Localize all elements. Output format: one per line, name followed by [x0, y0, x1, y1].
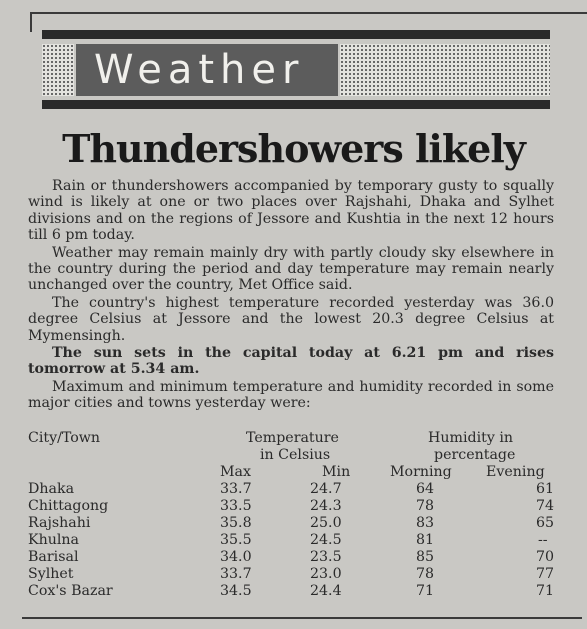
cell-evening: 61: [536, 481, 555, 497]
cell-max: 34.5: [220, 583, 252, 599]
frame-left-rule: [30, 12, 32, 32]
cell-morning: 85: [416, 549, 435, 565]
cell-evening: 70: [536, 549, 555, 565]
article-body: [28, 178, 554, 413]
paragraph-sun-times: The sun sets in the capital today at 6.21 pm and rises tomorrow at 5.34 am.: [28, 345, 554, 378]
cell-city: Sylhet: [28, 566, 74, 582]
cell-min: 25.0: [310, 515, 342, 531]
cell-city: Khulna: [28, 532, 80, 548]
cell-morning: 83: [416, 515, 435, 531]
cell-evening: 65: [536, 515, 555, 531]
cell-evening: 77: [536, 566, 555, 582]
header-humidity-line1: Humidity in: [428, 430, 514, 446]
cell-city: Rajshahi: [28, 515, 91, 531]
cell-city: Barisal: [28, 549, 79, 565]
subheader-max: Max: [220, 464, 251, 480]
cell-city: Chittagong: [28, 498, 109, 514]
cell-evening: 71: [536, 583, 555, 599]
subheader-morning: Morning: [390, 464, 452, 480]
header-humidity-line2: percentage: [434, 447, 516, 463]
subheader-min: Min: [322, 464, 351, 480]
banner-top-bar: [42, 30, 550, 39]
cell-city: Dhaka: [28, 481, 75, 497]
banner-dot-pattern-left: [42, 44, 74, 96]
banner-bottom-bar: [42, 100, 550, 109]
cell-morning: 71: [416, 583, 435, 599]
paragraph-outlook: Weather may remain mainly dry with partly cloudy sky elsewhere in the country during the period and day temperature may remain nearly unchanged over the country, Met Office said.: [28, 244, 554, 294]
cell-min: 23.0: [310, 566, 342, 582]
headline: Thundershowers likely: [62, 126, 525, 171]
cell-min: 24.5: [310, 532, 342, 548]
frame-bottom-rule: [22, 617, 582, 619]
cell-morning: 81: [416, 532, 435, 548]
cell-evening: 74: [536, 498, 555, 514]
frame-top-rule: [30, 12, 587, 14]
banner-dot-pattern-right: [340, 44, 550, 96]
cell-min: 24.3: [310, 498, 342, 514]
banner-title: Weather: [94, 47, 305, 93]
header-city: City/Town: [28, 430, 101, 446]
cell-min: 24.4: [310, 583, 342, 599]
subheader-evening: Evening: [486, 464, 545, 480]
paragraph-forecast: Rain or thundershowers accompanied by temporary gusty to squally wind is likely at one or two places over Rajshahi, Dhaka and Sylhet divisions and on the regions of Jessore and Kushtia in the next 12 hours till 6 pm today.: [28, 178, 554, 244]
header-temperature-line1: Temperature: [246, 430, 339, 446]
cell-max: 34.0: [220, 549, 252, 565]
paragraph-table-intro: Maximum and minimum temperature and humidity recorded in some major cities and towns yesterday were:: [28, 378, 554, 412]
cell-city: Cox's Bazar: [28, 583, 113, 599]
cell-max: 35.5: [220, 532, 252, 548]
cell-max: 35.8: [220, 515, 252, 531]
cell-max: 33.5: [220, 498, 252, 514]
header-temperature-line2: in Celsius: [260, 447, 331, 463]
cell-evening: --: [538, 532, 548, 548]
paragraph-extremes: The country's highest temperature recorded yesterday was 36.0 degree Celsius at Jessore and the lowest 20.3 degree Celsius at Mymensingh.: [28, 294, 554, 344]
cell-max: 33.7: [220, 566, 252, 582]
cell-max: 33.7: [220, 481, 252, 497]
cell-min: 23.5: [310, 549, 342, 565]
cell-min: 24.7: [310, 481, 342, 497]
cell-morning: 78: [416, 566, 435, 582]
cell-morning: 78: [416, 498, 435, 514]
banner-label-box: [76, 44, 338, 96]
cell-morning: 64: [416, 481, 435, 497]
